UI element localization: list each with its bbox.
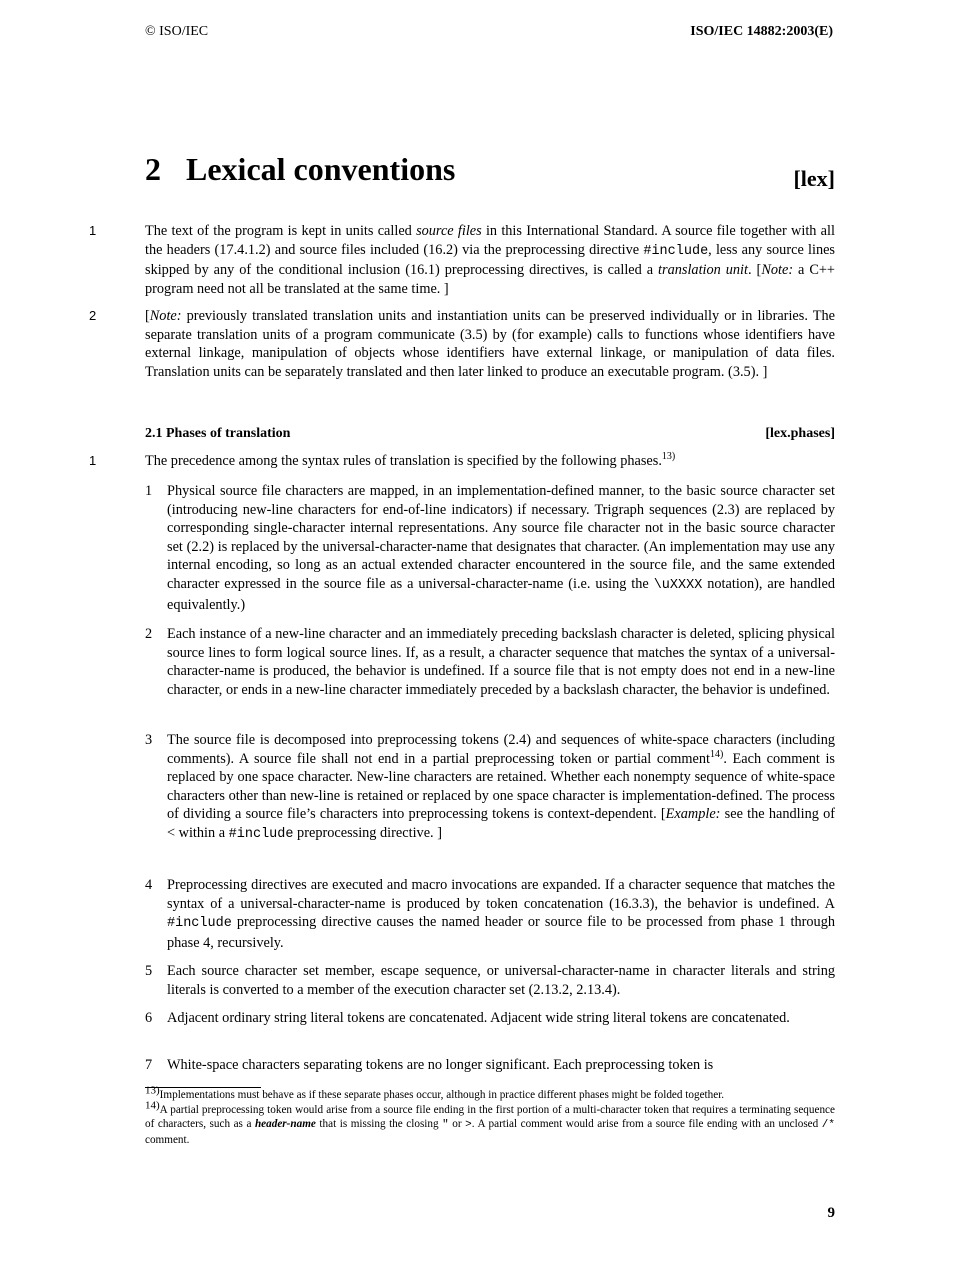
term-header-name: header-name — [254, 1118, 316, 1131]
text: preprocessing directive causes the named header or source file to be processed from phase 1 through phase 4, recursively. — [167, 914, 835, 951]
phase-item — [145, 962, 835, 999]
phase-item — [145, 876, 835, 952]
text: The precedence among the syntax rules of translation is specified by the following phases. — [145, 453, 662, 469]
intro-paragraph-1 — [145, 222, 835, 298]
note-label: Note: — [761, 262, 794, 279]
phase-number: 6 — [145, 1010, 153, 1026]
footnote-ref: 13) — [661, 451, 676, 463]
code-include: #include — [643, 243, 709, 259]
code-include: #include — [167, 916, 232, 932]
text: in this International Standard. A source file together with all the headers (17.4.1.2) and source files included (16.2) via the preprocessing directive — [145, 223, 835, 258]
phase-text — [167, 962, 835, 999]
chapter-tag: [lex] — [793, 166, 835, 191]
text: see the handling of < within a — [167, 806, 835, 841]
text: Each instance of a new-line character and an immediately preceding backslash character is deleted, splicing physical source lines to form logical source lines. If, as a result, a character sequence that matches the syntax of a universal-character-name is produced, the behavior is undefined. If a source file that is not empty does not end in a new-line character, or ends in a new-line character immediately preceded by a backslash character, the behavior is undefined. — [167, 626, 835, 698]
example-label: Example: — [665, 806, 721, 823]
footnote-ref: 14) — [710, 748, 724, 760]
phase-item — [145, 731, 835, 845]
phase-text — [167, 876, 835, 952]
chapter-heading — [145, 151, 835, 191]
paragraph-number: 2 — [89, 308, 97, 323]
text: a C++ program need not all be translated at the same time. ] — [145, 262, 835, 297]
phase-number: 3 — [145, 732, 153, 748]
phase-text — [167, 625, 835, 699]
section-paragraph — [145, 452, 835, 471]
text: The source file is decomposed into preprocessing tokens (2.4) and sequences of white-space characters (including comments). A source file shall not end in a partial preprocessing token or partial comment — [167, 732, 835, 767]
footnote-13 — [145, 1084, 835, 1103]
text: Adjacent ordinary string literal tokens are concatenated. Adjacent wide string literal tokens are concatenated. — [167, 1010, 790, 1026]
text: . [ — [748, 262, 762, 279]
paragraph-number: 1 — [89, 223, 97, 238]
text: [ — [145, 308, 150, 324]
header-right: ISO/IEC 14882:2003(E) — [690, 24, 833, 39]
intro-paragraph-2 — [145, 307, 835, 381]
phase-item — [145, 482, 835, 614]
footnotes — [145, 1084, 835, 1147]
section-heading — [145, 425, 835, 444]
footnote-number: 13) — [145, 1084, 160, 1097]
text: Physical source file characters are mapped, in an implementation-defined manner, to the basic source character set (introducing new-line characters for end-of-line indicators) if necessary. Trigraph sequences (2.3) are replaced by corresponding single-character internal representations. Any source file character not in the basic source character set (2.2) is replaced by the universal-character-name that designates that character. (An implementation may use any internal encoding, so long as an actual extended character encountered in the source file, and the same extended character expressed in the source file as a universal-character-name (i.e. using the — [167, 483, 835, 592]
text: , less any source lines skipped by any of the conditional inclusion (16.1) preprocessing directives, is called a — [145, 241, 836, 279]
phase-text — [167, 1009, 835, 1028]
text: . A partial comment would arise from a source file ending with an unclosed — [471, 1118, 822, 1131]
phase-text — [167, 731, 835, 845]
phase-number: 4 — [145, 877, 153, 893]
chapter-number: 2 — [145, 151, 161, 187]
text: The text of the program is kept in units called — [145, 223, 417, 239]
paragraph-number: 1 — [89, 453, 97, 468]
code-gt: > — [465, 1119, 472, 1132]
phase-item — [145, 1009, 835, 1028]
text: or — [448, 1118, 466, 1131]
section-title: 2.1 Phases of translation — [145, 426, 291, 441]
phase-text — [167, 482, 835, 614]
section-tag: [lex.phases] — [765, 426, 835, 441]
text: Preprocessing directives are executed and macro invocations are expanded. If a character sequence that matches the syntax of a universal-character-name is produced by token concatenation (16.3.3), the behavior is undefined. A — [167, 877, 835, 912]
footnote-number: 14) — [145, 1098, 160, 1111]
term-source-files: source files — [416, 223, 482, 239]
code-uxxxx: \uXXXX — [653, 577, 703, 593]
phase-number: 7 — [145, 1057, 153, 1073]
text: previously translated translation units and instantiation units can be preserved individually or in libraries. The separate translation units of a program communicate (3.5) by (for example) calls to functions whose identifiers have external linkage, manipulation of objects whose identifiers have external linkage, or manipulation of data files. Translation units can be separately translated and then later linked to produce an executable program. (3.5). ] — [145, 308, 835, 380]
header-left: © ISO/IEC — [145, 24, 209, 39]
phase-number: 5 — [145, 963, 153, 979]
text: notation), are handled equivalently.) — [167, 575, 835, 613]
text: A partial preprocessing token would arise from a source file ending in the first portion of a multi-character token that requires a terminating sequence of characters, such as a — [145, 1103, 835, 1131]
code-quote: " — [442, 1119, 449, 1132]
text: preprocessing directive. ] — [293, 824, 442, 841]
phase-number: 1 — [145, 483, 153, 499]
phase-item — [145, 1056, 835, 1075]
phase-number: 2 — [145, 626, 153, 642]
text: . Each comment is replaced by one space character. New-line characters are retained. Whether each nonempty sequence of white-space characters other than new-line is retained or replaced by one space character is implementation-defined. The process of dividing a source file’s characters into preprocessing tokens is context-dependent. [ — [167, 750, 835, 823]
text: White-space characters separating tokens are no longer significant. Each preprocessing token is — [167, 1057, 714, 1073]
code-include: #include — [228, 826, 294, 842]
page-number: 9 — [827, 1205, 835, 1221]
phase-text — [167, 1056, 835, 1075]
code-comment-open: /* — [821, 1119, 835, 1132]
term-translation-unit: translation unit — [658, 262, 749, 279]
text: Implementations must behave as if these separate phases occur, although in practice different phases might be folded together. — [159, 1089, 725, 1101]
footnote-14 — [145, 1098, 835, 1148]
text: comment. — [145, 1133, 190, 1146]
chapter-title: Lexical conventions — [186, 151, 456, 187]
phase-item — [145, 625, 835, 699]
text: Each source character set member, escape sequence, or universal-character-name in character literals and string literals is converted to a member of the execution character set (2.13.2, 2.13.4). — [167, 963, 835, 998]
text: that is missing the closing — [315, 1118, 443, 1131]
note-label: Note: — [149, 308, 182, 324]
